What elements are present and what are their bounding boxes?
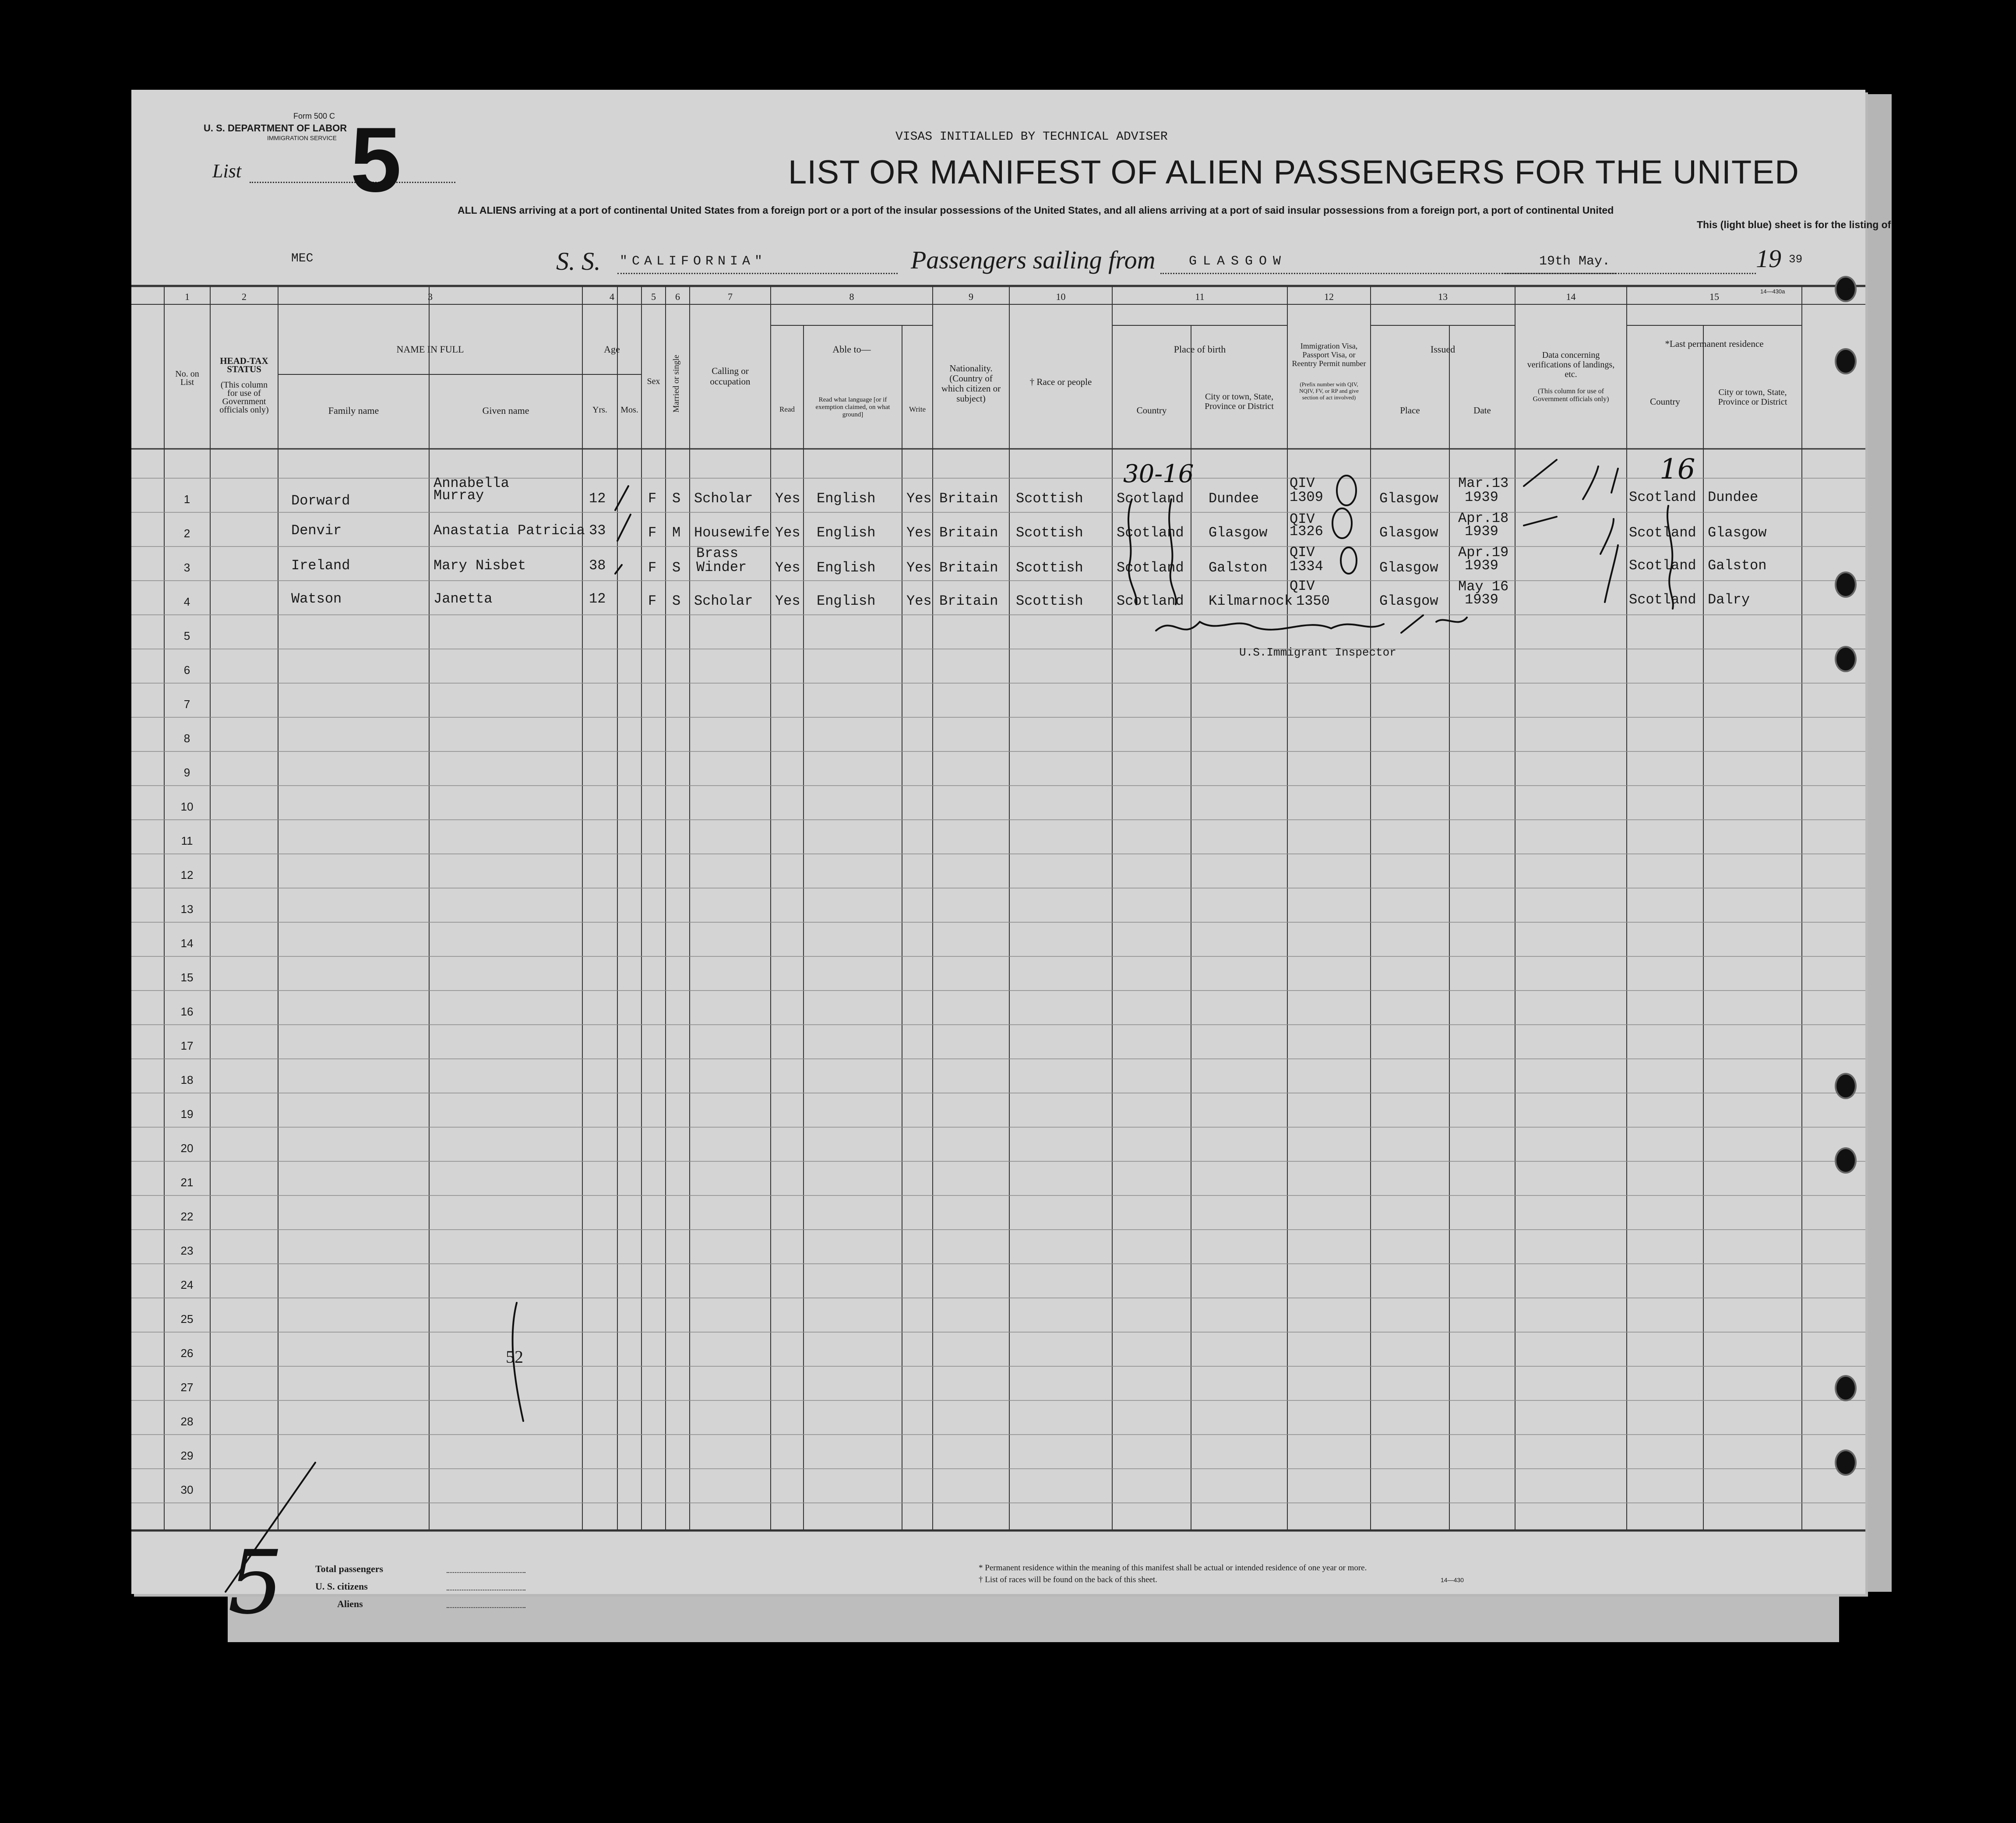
- col-num-12: 12: [1324, 291, 1334, 302]
- visa-initialled-note: VISAS INITIALLED BY TECHNICAL ADVISER: [895, 130, 1168, 144]
- header-res-country: Country: [1650, 396, 1680, 407]
- occupation: Winder: [696, 559, 747, 575]
- footer-form-code: 14—430: [1441, 1576, 1464, 1583]
- row-number: 20: [180, 1142, 194, 1155]
- issued-place: Glasgow: [1379, 560, 1438, 576]
- row-number: 29: [180, 1449, 194, 1462]
- row-number: 30: [180, 1483, 194, 1496]
- col-num-7: 7: [728, 291, 733, 302]
- header-head-tax-note: (This column for use of Government officials only): [219, 380, 269, 415]
- sex: F: [648, 593, 657, 609]
- can-write: Yes: [906, 525, 932, 541]
- aliens-label: Aliens: [337, 1598, 363, 1609]
- given-name: Murray: [434, 487, 484, 504]
- marital-status: S: [672, 490, 681, 507]
- col-num-14: 14: [1566, 291, 1576, 302]
- header-mos: Mos.: [620, 405, 638, 415]
- row-number: 12: [180, 868, 194, 882]
- col-num-9: 9: [969, 291, 973, 302]
- inspector-title: U.S.Immigrant Inspector: [1239, 646, 1396, 659]
- visa-number: 1326: [1290, 523, 1323, 539]
- year-prefix: 19: [1756, 244, 1781, 273]
- row-number: 15: [180, 971, 194, 984]
- family-name: Ireland: [291, 557, 350, 574]
- header-birth-city: City or town, State, Province or District: [1205, 392, 1274, 411]
- nationality: Britain: [939, 593, 998, 609]
- header-place-of-birth: Place of birth: [1174, 344, 1226, 355]
- header-write: Write: [909, 405, 926, 413]
- language: English: [817, 490, 876, 507]
- punch-hole: [1835, 1073, 1857, 1099]
- punch-hole: [1835, 1375, 1857, 1401]
- header-family-name: Family name: [328, 405, 379, 416]
- punch-hole: [1835, 571, 1857, 598]
- row-number: 27: [180, 1381, 194, 1394]
- birth-country: Scotland: [1117, 593, 1184, 609]
- language: English: [817, 560, 876, 576]
- row-number: 3: [183, 561, 190, 574]
- language: English: [817, 525, 876, 541]
- header-verifications-note: (This column for use of Government officials only): [1533, 388, 1609, 403]
- header-nationality: Nationality. (Country of which citizen or subject): [941, 363, 1001, 404]
- row-number: 24: [180, 1278, 194, 1291]
- header-read: Read: [779, 405, 795, 413]
- can-write: Yes: [906, 593, 932, 609]
- margin-mark: 5: [228, 1532, 284, 1634]
- row-number: 16: [180, 1005, 194, 1018]
- row-number: 14: [180, 937, 194, 950]
- age-years: 12: [589, 591, 606, 607]
- visa-prefix: QIV: [1290, 544, 1315, 561]
- issued-date: Mar.13: [1458, 475, 1509, 491]
- residence-country: Scotland: [1629, 525, 1696, 541]
- list-label: List: [212, 160, 242, 182]
- row-number: 17: [180, 1039, 194, 1052]
- issued-place: Glasgow: [1379, 593, 1438, 609]
- col-num-6: 6: [675, 291, 680, 302]
- total-passengers-label: Total passengers: [315, 1563, 384, 1574]
- can-read: Yes: [775, 560, 800, 576]
- row-number: 4: [183, 595, 190, 608]
- punch-hole: [1835, 1449, 1857, 1476]
- row-number: 22: [180, 1210, 194, 1223]
- service: IMMIGRATION SERVICE: [267, 134, 337, 141]
- birth-city: Dundee: [1209, 490, 1259, 507]
- sex: F: [648, 525, 657, 541]
- col-num-4: 4: [610, 291, 614, 302]
- header-visa: Immigration Visa, Passport Visa, or Reentry Permit number: [1292, 342, 1366, 368]
- issued-date: May 16: [1458, 578, 1509, 595]
- row-number: 5: [183, 629, 190, 642]
- sex: F: [648, 560, 657, 576]
- family-name: Watson: [291, 591, 342, 607]
- race: Scottish: [1016, 490, 1083, 507]
- punch-hole: [1835, 646, 1857, 672]
- header-issued: Issued: [1430, 344, 1456, 355]
- issued-year: 1939: [1465, 523, 1498, 539]
- header-race: † Race or people: [1029, 377, 1092, 387]
- row-number: 6: [183, 663, 190, 677]
- residence-city: Dundee: [1708, 489, 1759, 505]
- birth-handwritten-note: 30-16: [1123, 460, 1194, 488]
- header-read-language: Read what language [or if exemption claimed, on what ground]: [815, 396, 890, 418]
- row-number: 1: [183, 493, 190, 506]
- col-num-1: 1: [185, 291, 190, 302]
- race: Scottish: [1016, 593, 1083, 609]
- subtitle-line-2: This (light blue) sheet is for the listing of: [1697, 219, 1891, 230]
- birth-country: Scotland: [1117, 560, 1184, 576]
- visa-prefix: QIV: [1290, 475, 1315, 491]
- visa-prefix: QIV: [1290, 511, 1315, 527]
- row-number: 23: [180, 1244, 194, 1257]
- can-read: Yes: [775, 525, 800, 541]
- language: English: [817, 593, 876, 609]
- visa-number: 1334: [1290, 558, 1323, 575]
- row-number: 21: [180, 1176, 194, 1189]
- issued-year: 1939: [1465, 489, 1498, 505]
- col-num-10: 10: [1056, 291, 1066, 302]
- issued-place: Glasgow: [1379, 525, 1438, 541]
- given-name-line1: Annabella: [434, 475, 509, 491]
- ss-label: S. S.: [556, 247, 601, 275]
- col-num-2: 2: [242, 291, 247, 302]
- can-read: Yes: [775, 593, 800, 609]
- col-num-13: 13: [1438, 291, 1448, 302]
- header-no-on-list: No. on List: [175, 369, 199, 387]
- given-name: Anastatia Patricia: [434, 522, 585, 539]
- header-visa-note: (Prefix number with QIV, NQIV, FV, or RP and give section of act involved): [1299, 381, 1359, 401]
- col-num-5: 5: [651, 291, 656, 302]
- residence-country: Scotland: [1629, 592, 1696, 608]
- header-married: Married or single: [672, 355, 681, 413]
- punch-hole: [1835, 348, 1857, 374]
- punch-hole: [1835, 276, 1857, 302]
- manifest-grid: [131, 90, 1865, 1594]
- sex: F: [648, 490, 657, 507]
- manifest-title: LIST OR MANIFEST OF ALIEN PASSENGERS FOR THE UNITED: [788, 154, 1799, 191]
- header-verifications: Data concerning verifications of landings, etc.: [1527, 350, 1615, 379]
- age-years: 33: [589, 522, 606, 539]
- row-number: 2: [183, 527, 190, 540]
- year-suffix: 39: [1789, 253, 1803, 266]
- row-number: 25: [180, 1312, 194, 1326]
- marital-status: S: [672, 593, 681, 609]
- header-last-residence: *Last permanent residence: [1665, 339, 1764, 349]
- nationality: Britain: [939, 490, 998, 507]
- header-age: Age: [604, 344, 620, 355]
- nationality: Britain: [939, 560, 998, 576]
- sailing-from-label: Passengers sailing from: [911, 246, 1156, 274]
- family-name: Denvir: [291, 522, 342, 539]
- row-number: 9: [183, 766, 190, 779]
- col-num-8: 8: [849, 291, 854, 302]
- form-code-top: 14—430a: [1760, 288, 1785, 295]
- residence-handwritten-note: 16: [1660, 453, 1695, 486]
- sailing-date: 19th May.: [1539, 254, 1611, 269]
- issued-place: Glasgow: [1379, 490, 1438, 507]
- row-number: 13: [180, 903, 194, 916]
- underlying-sheet: [228, 1594, 1839, 1642]
- can-write: Yes: [906, 560, 932, 576]
- col-num-15: 15: [1709, 291, 1719, 302]
- occupation: Scholar: [694, 593, 753, 609]
- us-citizens-label: U. S. citizens: [315, 1581, 368, 1592]
- visa-number: 1309: [1290, 489, 1323, 505]
- col-num-3: 3: [428, 291, 433, 302]
- residence-country: Scotland: [1629, 557, 1696, 574]
- header-res-city: City or town, State, Province or District: [1718, 388, 1787, 407]
- mec-code: MEC: [291, 252, 314, 265]
- header-name-in-full: NAME IN FULL: [396, 344, 464, 355]
- residence-city: Glasgow: [1708, 525, 1767, 541]
- row-number: 19: [180, 1107, 194, 1121]
- header-yrs: Yrs.: [592, 405, 607, 415]
- residence-country: Scotland: [1629, 489, 1696, 505]
- form-number: Form 500 C: [293, 112, 335, 120]
- visa-number: 1350: [1296, 593, 1330, 609]
- subtitle-line-1: ALL ALIENS arriving at a port of continental United States from a foreign port or a port of the insular possessions of the United States, and all aliens arriving at a port of said insular possessions from a foreign port, a port of continental United: [458, 205, 1614, 216]
- header-given-name: Given name: [482, 405, 529, 416]
- age-years: 38: [589, 557, 606, 574]
- footnote-residence: * Permanent residence within the meaning of this manifest shall be actual or intended residence of one year or more.: [979, 1563, 1367, 1573]
- given-name: Janetta: [434, 591, 493, 607]
- race: Scottish: [1016, 525, 1083, 541]
- visa-prefix: QIV: [1290, 578, 1315, 594]
- header-birth-country: Country: [1136, 405, 1167, 416]
- row-number: 8: [183, 732, 190, 745]
- header-issued-place: Place: [1400, 405, 1420, 416]
- birth-country: Scotland: [1117, 525, 1184, 541]
- family-name: Dorward: [291, 493, 350, 509]
- row-number: 7: [183, 698, 190, 711]
- department: U. S. DEPARTMENT OF LABOR: [204, 123, 347, 134]
- given-name: Mary Nisbet: [434, 557, 526, 574]
- occupation-line1: Brass: [696, 545, 739, 561]
- header-able-to: Able to—: [832, 344, 871, 355]
- issued-year: 1939: [1465, 557, 1498, 574]
- birth-city: Glasgow: [1209, 525, 1268, 541]
- issued-date: Apr.18: [1458, 510, 1509, 526]
- nationality: Britain: [939, 525, 998, 541]
- list-number: 5: [350, 108, 402, 211]
- header-sex: Sex: [647, 377, 660, 386]
- port-name: GLASGOW: [1189, 254, 1287, 269]
- birth-city: Galston: [1209, 560, 1268, 576]
- header-issued-date: Date: [1473, 405, 1491, 416]
- marital-status: S: [672, 560, 681, 576]
- row-number: 10: [180, 800, 194, 813]
- marital-status: M: [672, 525, 681, 541]
- issued-date: Apr.19: [1458, 544, 1509, 561]
- header-head-tax: HEAD-TAX STATUS: [220, 356, 268, 374]
- row-number: 11: [181, 834, 193, 847]
- age-years: 12: [589, 490, 606, 507]
- page-mark: 52: [506, 1347, 523, 1367]
- residence-city: Galston: [1708, 557, 1767, 574]
- issued-year: 1939: [1465, 592, 1498, 608]
- can-write: Yes: [906, 490, 932, 507]
- header-calling: Calling or occupation: [710, 366, 751, 387]
- residence-city: Dalry: [1708, 592, 1750, 608]
- footnote-races: † List of races will be found on the back of this sheet.: [979, 1575, 1157, 1584]
- row-number: 28: [180, 1415, 194, 1428]
- row-number: 26: [180, 1347, 194, 1360]
- birth-city: Kilmarnock: [1209, 593, 1293, 609]
- race: Scottish: [1016, 560, 1083, 576]
- aliens-line: [447, 1607, 525, 1608]
- row-number: 18: [180, 1073, 194, 1086]
- manifest-sheet: [131, 90, 1891, 1634]
- occupation: Housewife: [694, 525, 770, 541]
- col-num-11: 11: [1195, 291, 1205, 302]
- ship-name: "CALIFORNIA": [620, 254, 767, 269]
- occupation: Scholar: [694, 490, 753, 507]
- can-read: Yes: [775, 490, 800, 507]
- total-passengers-line: [447, 1572, 525, 1573]
- birth-country: Scotland: [1117, 490, 1184, 507]
- punch-hole: [1835, 1147, 1857, 1174]
